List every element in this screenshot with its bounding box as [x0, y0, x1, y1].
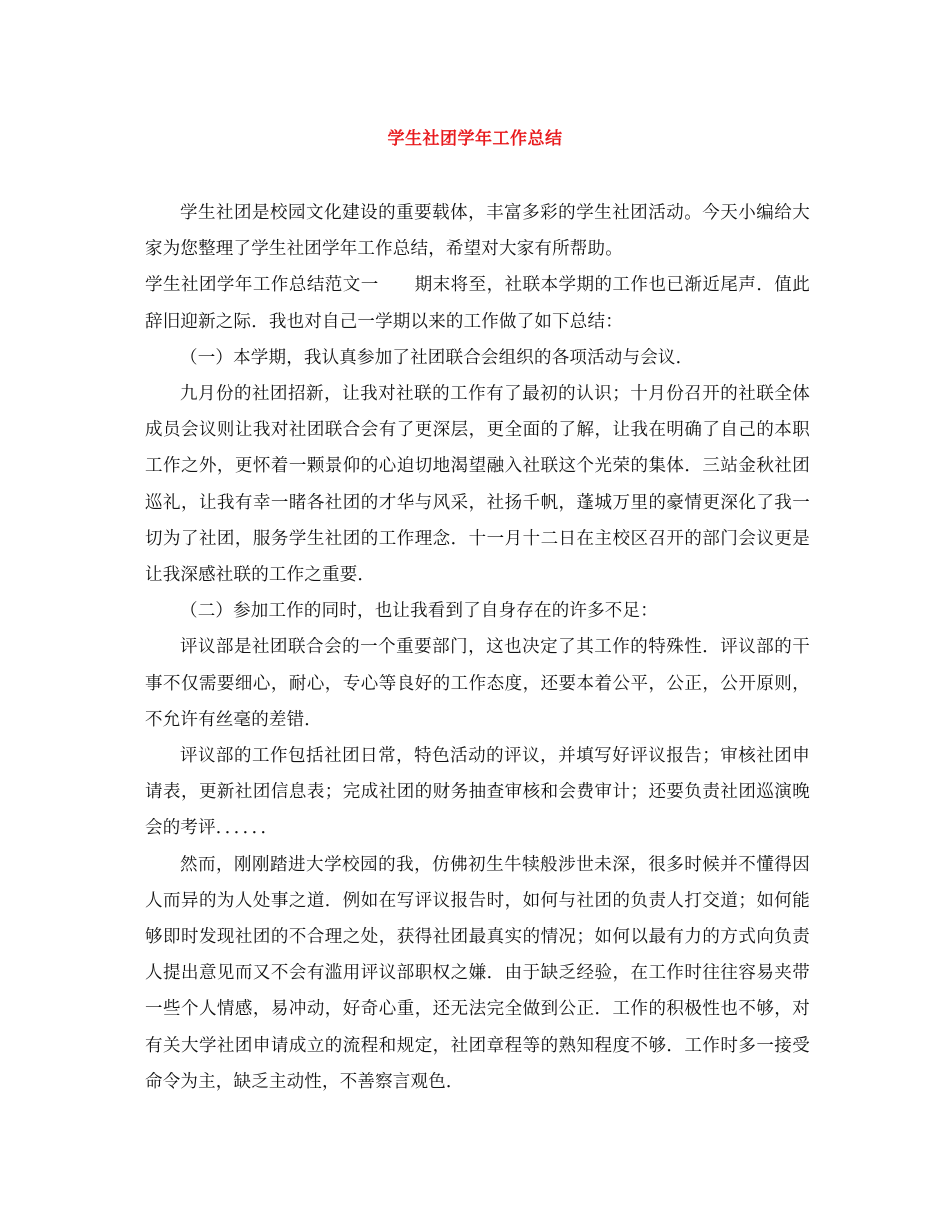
- paragraph-review-department: 评议部是社团联合会的一个重要部门，这也决定了其工作的特殊性．评议部的干事不仅需要细心，耐心，专心等良好的工作态度，还要本着公平，公正，公开原则，不允许有丝毫的差错．: [145, 637, 810, 730]
- paragraph-review-work: 评议部的工作包括社团日常，特色活动的评议，并填写好评议报告；审核社团申请表，更新社团信息表；完成社团的财务抽查审核和会费审计；还要负责社团巡演晚会的考评．．．．．．: [145, 746, 810, 839]
- document-body: [145, 195, 810, 1100]
- paragraph-shortcomings: 然而，刚刚踏进大学校园的我，仿佛初生牛犊般涉世未深，很多时候并不懂得因人而异的为人处事之道．例如在写评议报告时，如何与社团的负责人打交道；如何能够即时发现社团的不合理之处，获得社团最真实的情况；如何以最有力的方式向负责人提出意见而又不会有滥用评议部职权之嫌．由于缺乏经验，在工作时往往容易夹带一些个人情感，易冲动，好奇心重，还无法完全做到公正．工作的积极性也不够，对有关大学社团申请成立的流程和规定，社团章程等的熟知程度不够．工作时多一接受命令为主，缺乏主动性，不善察言观色．: [145, 854, 810, 1092]
- paragraph-section-two: （二）参加工作的同时，也让我看到了自身存在的许多不足：: [180, 601, 658, 622]
- document-title: 学生社团学年工作总结: [387, 129, 563, 149]
- paragraph-recruitment: 九月份的社团招新，让我对社联的工作有了最初的认识；十月份召开的社联全体成员会议则让我对社团联合会有了更深层，更全面的了解，让我在明确了自己的本职工作之外，更怀着一颗景仰的心迫切地渴望融入社联这个光荣的集体．三站金秋社团巡礼，让我有幸一睹各社团的才华与风采，社扬千帆，蓬城万里的豪情更深化了我一切为了社团，服务学生社团的工作理念．十一月十二日在主校区召开的部门会议更是让我深感社联的工作之重要．: [145, 384, 810, 586]
- paragraph-intro: 学生社团是校园文化建设的重要载体，丰富多彩的学生社团活动。今天小编给大家为您整理了学生社团学年工作总结，希望对大家有所帮助。: [145, 203, 810, 260]
- paragraph-section-one: （一）本学期，我认真参加了社团联合会组织的各项活动与会议．: [180, 347, 694, 368]
- paragraph-sample-heading: 学生社团学年工作总结范文一 期末将至，社联本学期的工作也已渐近尾声．值此辞旧迎新之际．我也对自己一学期以来的工作做了如下总结：: [145, 275, 810, 332]
